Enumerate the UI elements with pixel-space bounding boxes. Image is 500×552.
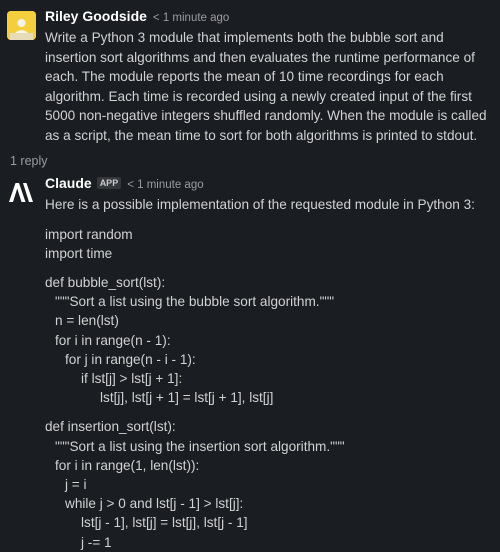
- code-line: import random: [45, 226, 133, 242]
- message-body: Write a Python 3 module that implements both the bubble sort and insertion sort algorithms and then evaluates the runtime performance of each. The module reports the mean of 10 time recordings for each algorithm. Each time is recorded using a newly created input of the first 5000 non-negative integers shuffled randomly. When the module is called as a script, the mean time to sort for both algorithms is printed to stdout.: [45, 30, 487, 143]
- thread-replies-link[interactable]: 1 reply: [10, 154, 48, 168]
- code-line: n = len(lst): [55, 313, 119, 329]
- code-line: lst[j - 1], lst[j] = lst[j], lst[j - 1]: [81, 515, 248, 531]
- app-badge: APP: [97, 177, 122, 189]
- claude-avatar[interactable]: [7, 178, 36, 207]
- code-line: j = i: [65, 476, 87, 492]
- timestamp[interactable]: < 1 minute ago: [127, 179, 204, 191]
- code-bubble-sort: [45, 273, 500, 407]
- code-line: j -= 1: [81, 534, 112, 550]
- user-avatar[interactable]: [7, 11, 36, 40]
- code-line: """Sort a list using the insertion sort algorithm.""": [55, 438, 345, 454]
- code-imports: [45, 225, 500, 263]
- user-avatar-icon: [7, 11, 36, 40]
- code-line: for i in range(n - 1):: [55, 332, 171, 348]
- code-line: for j in range(n - i - 1):: [65, 351, 196, 367]
- code-line: if lst[j] > lst[j + 1]:: [81, 370, 183, 386]
- code-line: for i in range(1, len(lst)):: [55, 457, 200, 473]
- sender-name[interactable]: Riley Goodside: [45, 8, 147, 24]
- sender-name[interactable]: Claude: [45, 175, 92, 191]
- code-line: def insertion_sort(lst):: [45, 419, 176, 435]
- code-line: def bubble_sort(lst):: [45, 274, 166, 290]
- message-header: [45, 8, 500, 28]
- code-line: while j > 0 and lst[j - 1] > lst[j]:: [65, 496, 244, 512]
- message-riley: [0, 8, 500, 145]
- claude-logo-icon: [7, 178, 36, 207]
- message-header: [45, 175, 500, 195]
- code-line: import time: [45, 245, 113, 261]
- message-intro: Here is a possible implementation of the requested module in Python 3:: [45, 197, 475, 212]
- code-line: """Sort a list using the bubble sort algorithm.""": [55, 294, 335, 310]
- message-claude: [0, 175, 500, 552]
- code-block: [45, 225, 500, 552]
- code-line: lst[j], lst[j + 1] = lst[j + 1], lst[j]: [100, 390, 274, 406]
- timestamp[interactable]: < 1 minute ago: [152, 12, 230, 24]
